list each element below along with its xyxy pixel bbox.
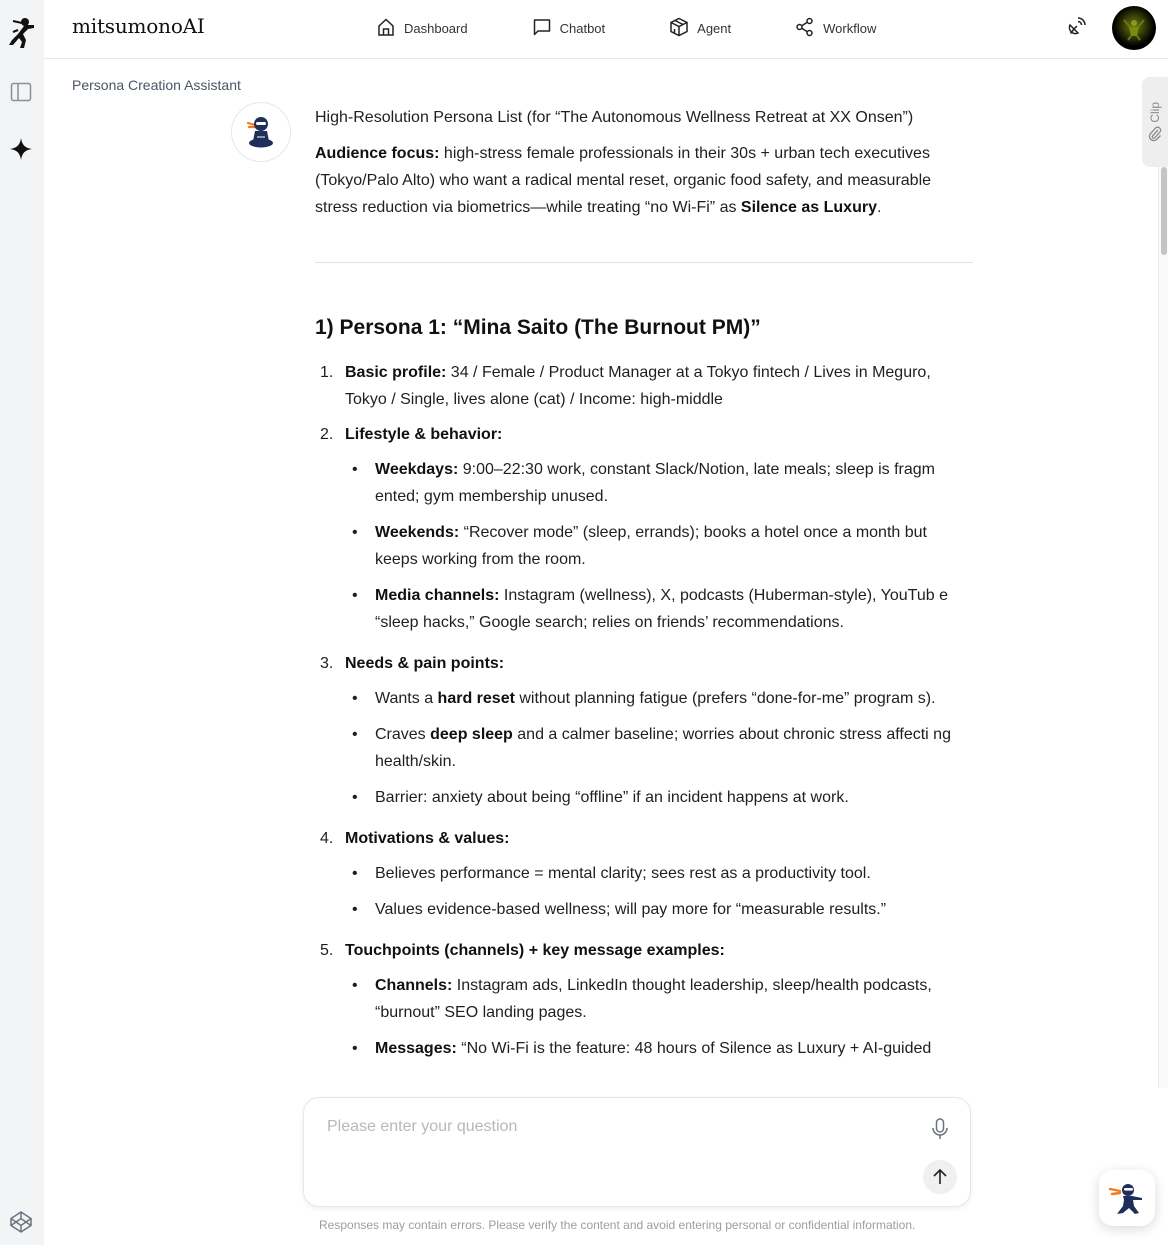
bullet-pre: Barrier: anxiety about being “offline” if an incident happens at work. — [375, 789, 849, 806]
send-button[interactable] — [923, 1160, 957, 1194]
left-rail — [0, 0, 44, 1245]
section-item — [315, 359, 973, 413]
section-item — [315, 937, 973, 1062]
audience-text-end: . — [876, 199, 882, 216]
bullet-text: 9:00–22:30 work, constant Slack/Notion, late meals; sleep is fragm ented; gym membership unused. — [375, 461, 935, 505]
microphone-icon — [930, 1117, 950, 1141]
persona-sections — [315, 359, 973, 1062]
ninja-logo-icon[interactable] — [4, 14, 40, 50]
disclaimer-text: Responses may contain errors. Please verify the content and avoid entering personal or confidential information. — [319, 1218, 916, 1232]
clip-tab[interactable] — [1142, 77, 1168, 167]
home-icon — [376, 17, 404, 40]
bullet-item — [345, 685, 973, 712]
bullet-item — [345, 860, 973, 887]
bullet-item — [345, 896, 973, 923]
bullet-bold: Channels: — [375, 977, 453, 994]
assistant-message — [315, 104, 973, 1076]
bullet-bold: Weekends: — [375, 524, 460, 541]
bullet-list — [345, 972, 973, 1062]
audience-text: high-stress female professionals in their 30s + urban tech executives (Tokyo/Palo Alto) who want a radical mental reset, organic food safety, and measurable stress reduction via biometrics—while treating “no Wi-Fi” as — [315, 145, 932, 216]
bullet-text: “No Wi-Fi is the feature: 48 hours of Silence as Luxury + AI-guided — [456, 1040, 932, 1057]
bullet-text: Believes performance = mental clarity; sees rest as a productivity tool. — [375, 865, 871, 882]
bullet-bold: Weekdays: — [375, 461, 459, 478]
main-nav — [376, 16, 876, 40]
microphone-button[interactable] — [928, 1116, 952, 1142]
audience-focus — [315, 140, 973, 221]
bullet-item — [345, 582, 973, 636]
meditating-ninja-icon — [246, 115, 276, 149]
clip-label: Clip — [1148, 101, 1162, 123]
section-number: 5. — [320, 942, 334, 959]
codepen-cube-icon[interactable] — [6, 1207, 36, 1237]
section-item — [315, 421, 973, 636]
bullet-text: Values evidence-based wellness; will pay more for “measurable results.” — [375, 901, 887, 918]
bullet-list — [345, 860, 973, 923]
assistant-name: Persona Creation Assistant — [72, 77, 241, 93]
nav-workflow[interactable] — [795, 16, 876, 40]
message-title: High-Resolution Persona List (for “The Autonomous Wellness Retreat at XX Onsen”) — [315, 109, 914, 126]
section-label: Motivations & values: — [345, 830, 510, 847]
bullet-list — [345, 456, 973, 636]
brand-name[interactable]: mitsumonoAI — [72, 14, 205, 38]
bullet-text: without planning fatigue (prefers “done-for-me” program s). — [514, 690, 936, 707]
divider — [315, 262, 973, 263]
bullet-item — [345, 721, 973, 775]
bullet-text: “Recover mode” (sleep, errands); books a hotel once a month but keeps working from the room. — [375, 524, 927, 568]
share-nodes-icon — [795, 17, 823, 40]
running-ninja-icon — [1108, 1179, 1146, 1217]
paperclip-icon — [1148, 126, 1162, 142]
section-number: 1. — [320, 364, 334, 381]
chat-bubble-icon — [532, 17, 560, 40]
sparkle-icon[interactable] — [6, 134, 36, 164]
bullet-item — [345, 972, 973, 1026]
question-input[interactable] — [327, 1118, 917, 1178]
bullet-text: and a calmer baseline; worries about chronic stress affecti ng health/skin. — [375, 726, 951, 770]
bullet-bold: Messages: — [375, 1040, 457, 1057]
chat-input-box — [303, 1097, 971, 1207]
floating-assistant-button[interactable] — [1099, 1170, 1155, 1226]
bullet-list — [345, 685, 973, 811]
nav-label: Dashboard — [404, 20, 468, 36]
cube-icon — [669, 17, 697, 40]
bullet-text: Instagram (wellness), X, podcasts (Huberman-style), YouTub e “sleep hacks,” Google search; relies on friends’ recommendations. — [375, 587, 948, 631]
nav-label: Chatbot — [559, 20, 606, 36]
bullet-item — [345, 784, 973, 811]
section-number: 4. — [320, 830, 334, 847]
section-number: 3. — [320, 655, 334, 672]
user-avatar[interactable] — [1112, 6, 1156, 50]
section-number: 2. — [320, 426, 334, 443]
bullet-bold: Media channels: — [375, 587, 500, 604]
sidebar-toggle-icon[interactable] — [6, 77, 36, 107]
scrollbar-track[interactable] — [1158, 167, 1168, 1088]
scrollbar-thumb[interactable] — [1161, 167, 1167, 255]
bullet-bold: hard reset — [437, 690, 515, 707]
bullet-pre: Craves — [375, 726, 431, 743]
top-header — [44, 0, 1168, 59]
bullet-bold: deep sleep — [430, 726, 513, 743]
nav-agent[interactable] — [669, 16, 731, 40]
section-label: Lifestyle & behavior: — [345, 426, 503, 443]
bullet-item — [345, 1035, 973, 1062]
nav-chatbot[interactable] — [532, 16, 606, 40]
section-item — [315, 825, 973, 923]
nav-label: Agent — [697, 20, 732, 36]
section-text: 34 / Female / Product Manager at a Tokyo fintech / Lives in Meguro, Tokyo / Single, lives alone (cat) / Income: high-middle — [345, 364, 931, 408]
bullet-pre: Wants a — [375, 690, 438, 707]
nav-label: Workflow — [823, 20, 877, 36]
satellite-dish-icon[interactable] — [1066, 15, 1088, 42]
persona-heading: 1) Persona 1: “Mina Saito (The Burnout PM)” — [315, 316, 761, 339]
section-label: Needs & pain points: — [345, 655, 505, 672]
bullet-item — [345, 456, 973, 510]
bullet-item — [345, 519, 973, 573]
audience-highlight: Silence as Luxury — [740, 199, 877, 216]
section-item — [315, 650, 973, 811]
bot-avatar — [231, 102, 291, 162]
audience-label: Audience focus: — [315, 145, 440, 162]
bullet-text: Instagram ads, LinkedIn thought leadership, sleep/health podcasts, “burnout” SEO landing pages. — [375, 977, 932, 1021]
section-label: Touchpoints (channels) + key message examples: — [345, 942, 725, 959]
arrow-up-icon — [931, 1168, 949, 1186]
section-label: Basic profile: — [345, 364, 447, 381]
nav-dashboard[interactable] — [376, 16, 468, 40]
header-right — [1066, 6, 1156, 50]
